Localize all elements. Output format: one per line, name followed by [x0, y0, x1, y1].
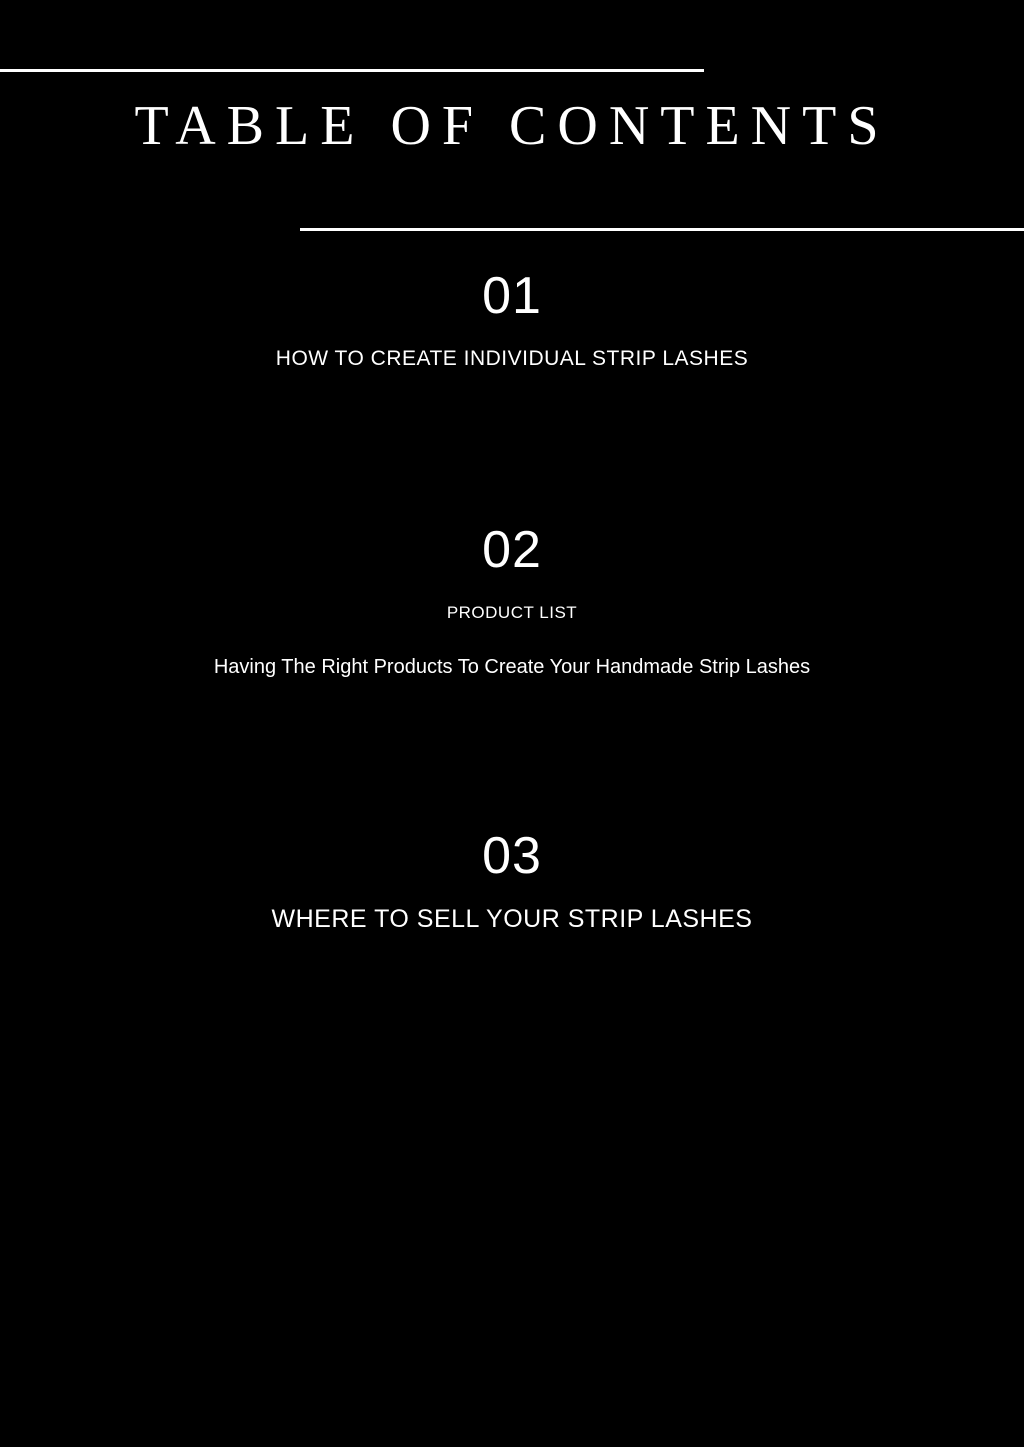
toc-entry-list — [0, 267, 1024, 935]
toc-entry-01[interactable] — [0, 267, 1024, 372]
toc-entry-description: Having The Right Products To Create Your Handmade Strip Lashes — [213, 655, 811, 678]
toc-entry-number: 03 — [482, 826, 542, 885]
toc-entry-title: PRODUCT LIST — [446, 603, 578, 623]
header-rule-bottom — [300, 228, 1024, 231]
toc-entry-title: HOW TO CREATE INDIVIDUAL STRIP LASHES — [275, 347, 749, 370]
toc-entry-number: 01 — [482, 267, 542, 325]
toc-entry-title: WHERE TO SELL YOUR STRIP LASHES — [271, 904, 753, 933]
toc-entry-02[interactable] — [0, 521, 1024, 679]
page-title: TABLE OF CONTENTS — [134, 95, 890, 157]
toc-entry-number: 02 — [482, 521, 542, 580]
toc-entry-03[interactable] — [0, 826, 1024, 935]
header-rule-top — [0, 69, 704, 72]
